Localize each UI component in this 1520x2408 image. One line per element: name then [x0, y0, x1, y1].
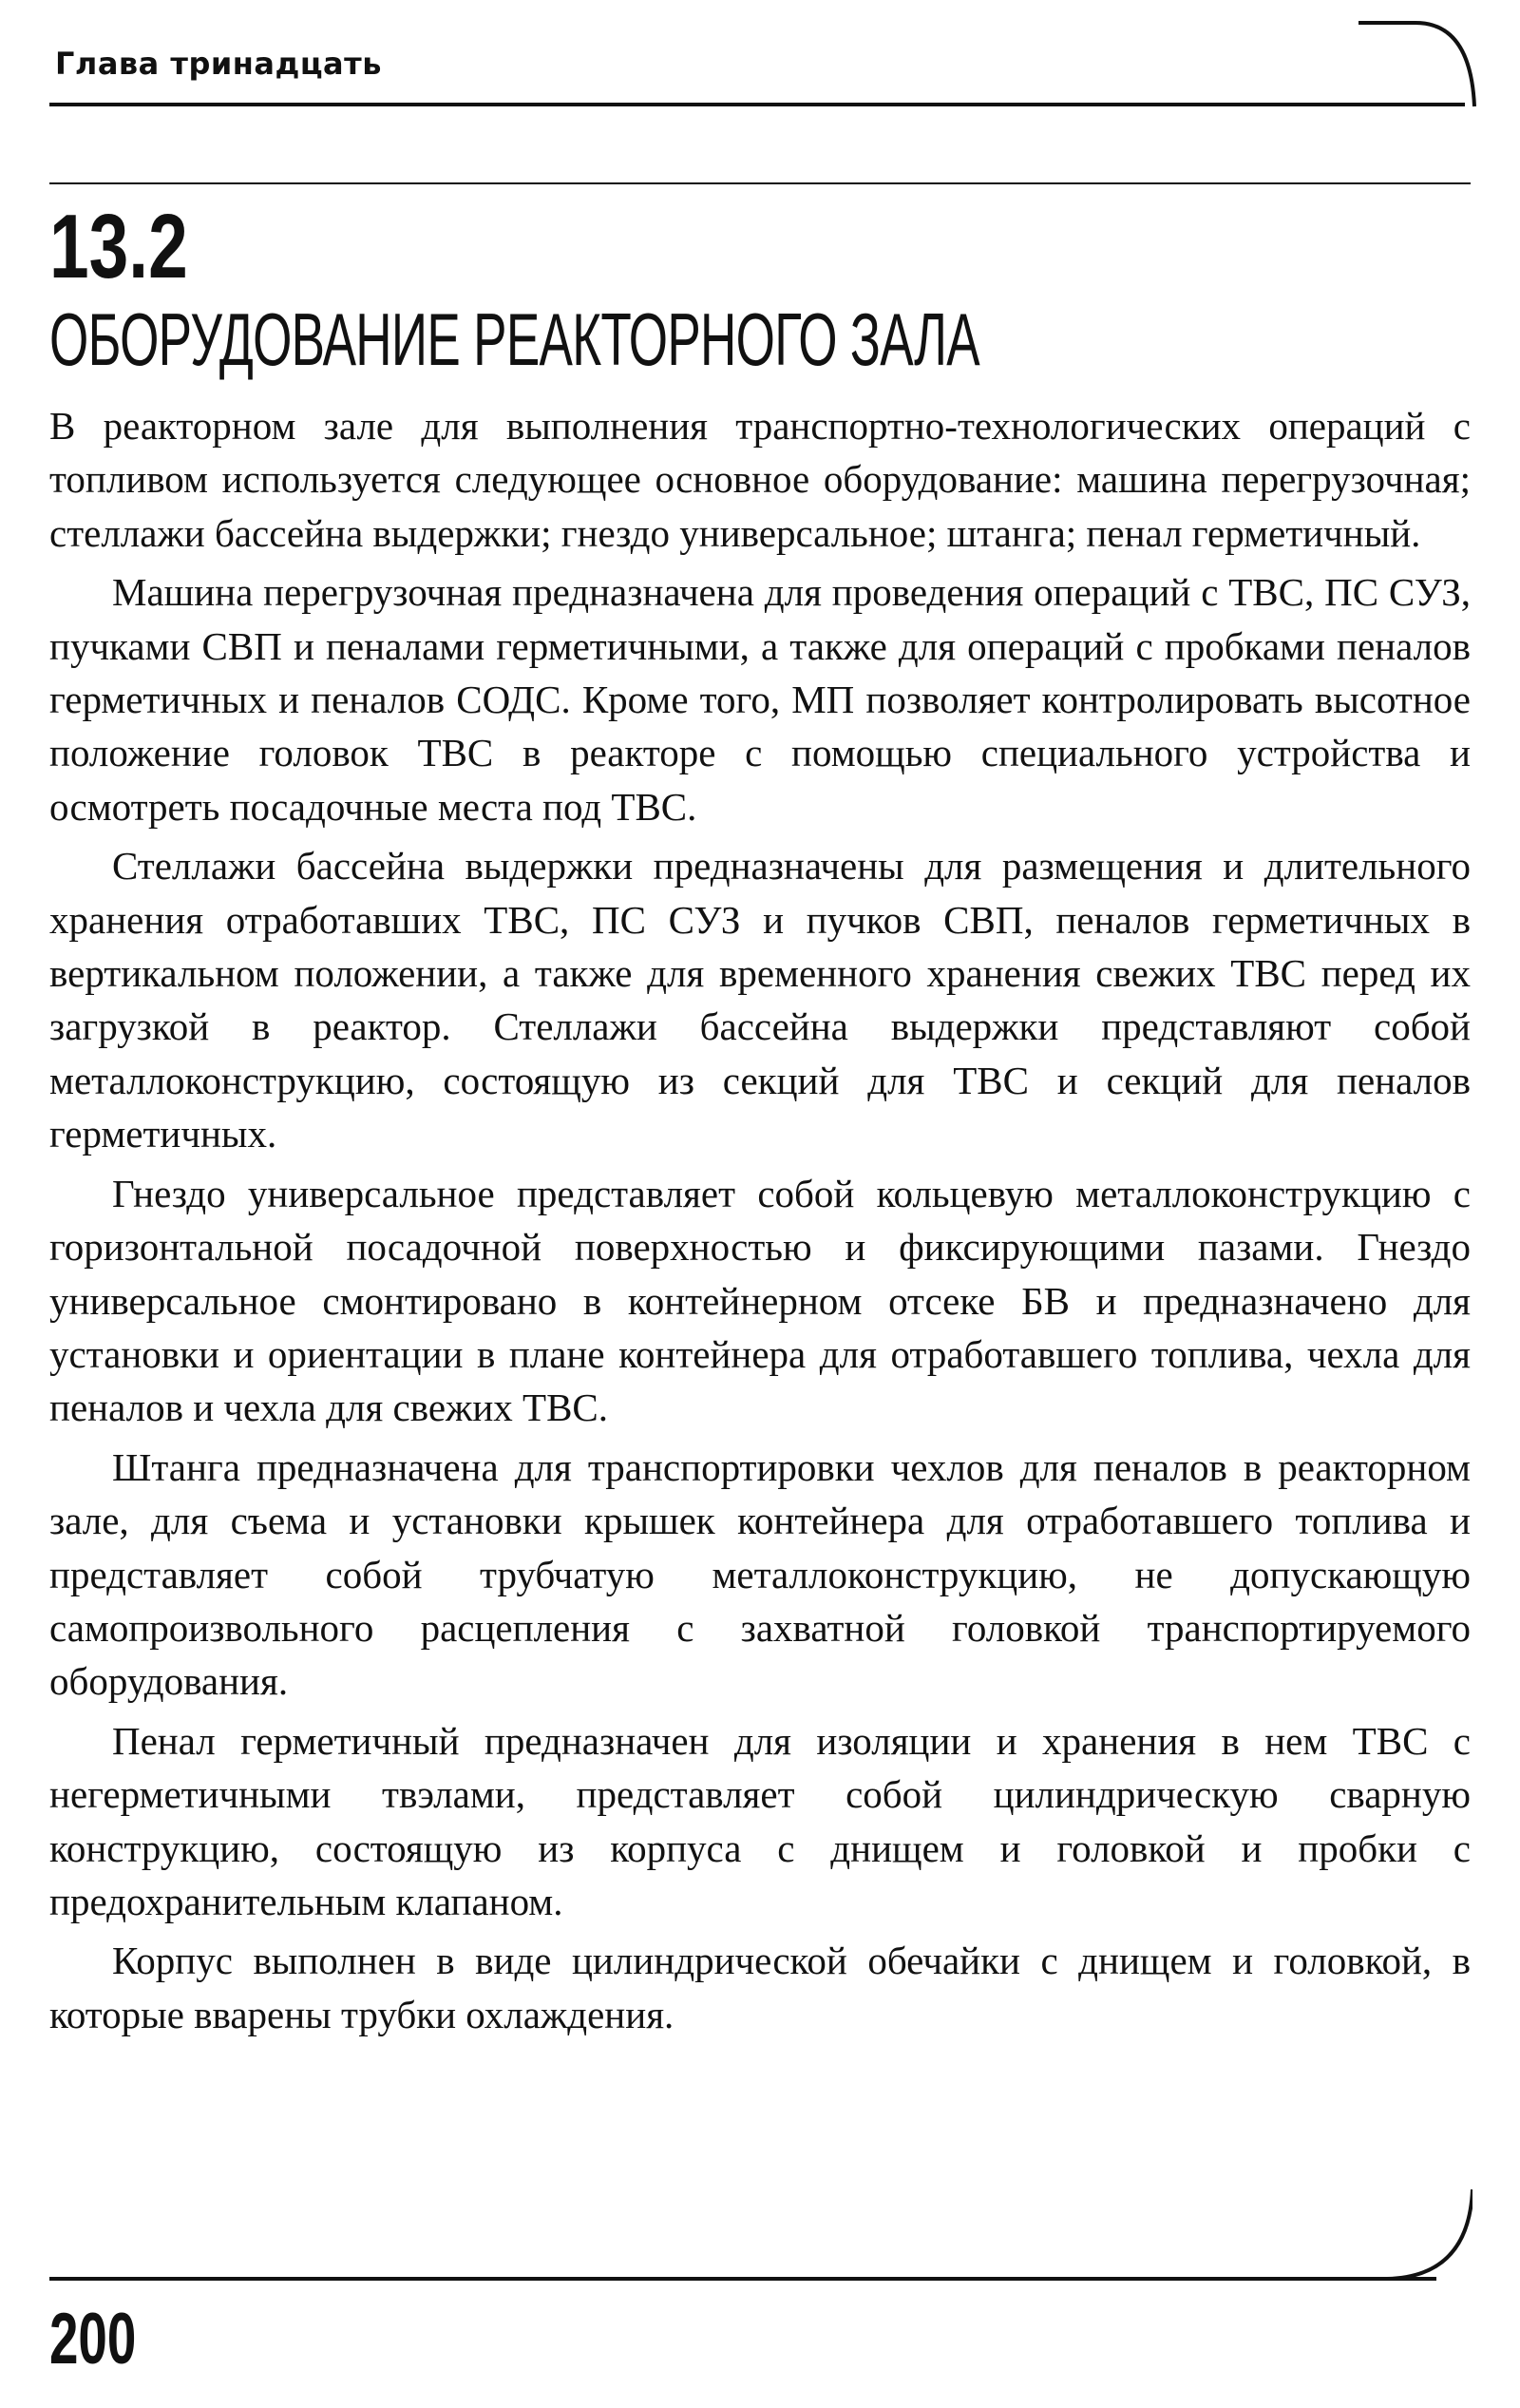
paragraph-pool-racks: Стеллажи бассейна выдержки предназначены для размещения и длительного хранения отработавших ТВС, ПС СУЗ и пучков СВП, пеналов герметичных в вертикальном положении, а также для временного хранения свежих ТВС перед их загрузкой в реактор. Стеллажи бассейна выдержки представляют собой металлоконструкцию, состоящую из секций для ТВС и секций для пеналов герметичных. [49, 844, 1471, 1156]
footer-corner-curve [1349, 2186, 1472, 2284]
header-rule [49, 103, 1465, 106]
paragraph-universal-socket: Гнездо универсальное представляет собой кольцевую металлоконструкцию с горизонтальной посадочной поверхностью и фиксирующими пазами. Гнездо универсальное смонтировано в контейнерном отсеке БВ и предназначено для установки и ориентации в плане контейнера для отработавшего топлива, чехла для пеналов и чехла для свежих ТВС. [49, 1171, 1471, 1430]
footer-rule [49, 2277, 1436, 2281]
paragraph-sealed-canister: Пенал герметичный предназначен для изоляции и хранения в нем ТВС с негерметичными твэлами, представляет собой цилиндрическую сварную конструкцию, состоящую из корпуса с днищем и головкой и пробки с предохранительным клапаном. [49, 1718, 1471, 1923]
chapter-running-head: Глава тринадцать [55, 46, 382, 82]
paragraph-intro: В реакторном зале для выполнения транспортно-технологических операций с топливом используется следующее основное оборудование: машина перегрузочная; стеллажи бассейна выдержки; гнездо универсальное; штанга; пенал герметичный. [49, 404, 1471, 555]
paragraph-rod: Штанга предназначена для транспортировки чехлов для пеналов в реакторном зале, для съема и установки крышек контейнера для отработавшего топлива и представляет собой трубчатую металлоконструкцию, не допускающую самопроизвольного расцепления с захватной головкой транспортируемого оборудования. [49, 1444, 1471, 1704]
header-corner-curve [1358, 19, 1482, 110]
section-number: 13.2 [49, 196, 188, 297]
section-rule [49, 182, 1471, 184]
body-text [49, 399, 1471, 2047]
paragraph-housing: Корпус выполнен в виде цилиндрической обечайки с днищем и головкой, в которые вварены трубки охлаждения. [49, 1939, 1471, 2036]
section-title: ОБОРУДОВАНИЕ РЕАКТОРНОГО ЗАЛА [49, 297, 979, 381]
paragraph-refueling-machine: Машина перегрузочная предназначена для проведения операций с ТВС, ПС СУЗ, пучками СВП и пеналами герметичными, а также для операций с пробками пеналов герметичных и пеналов СОДС. Кроме того, МП позволяет контролировать высотное положение головок ТВС в реакторе с помощью специального устройства и осмотреть посадочные места под ТВС. [49, 570, 1471, 829]
page-number: 200 [49, 2299, 137, 2379]
